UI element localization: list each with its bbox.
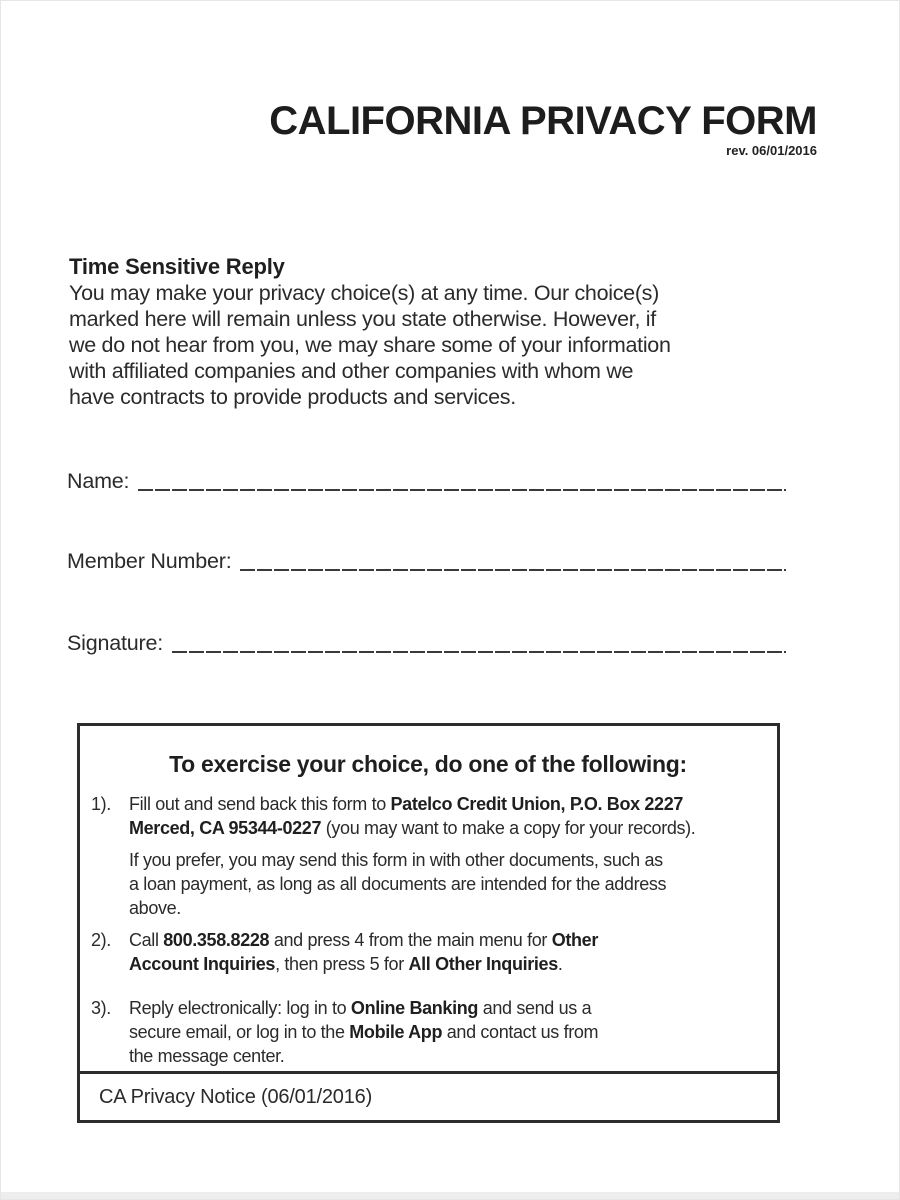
choice-item-1-paragraph-2: If you prefer, you may send this form in with other documents, such as a loan payment, as long as all documents are intended for the address above. [129,850,667,918]
choice-item-1-paragraph-1: Fill out and send back this form to Patelco Credit Union, P.O. Box 2227 Merced, CA 95344-0227 (you may want to make a copy for your records). [129,794,696,838]
page-bottom-edge [1,1192,899,1199]
choice-item-2-text [129,928,765,976]
exercise-choice-box [77,723,780,1123]
member-number-input-line[interactable] [240,569,786,571]
name-field-row [67,468,786,494]
choice-item-3-text [129,996,765,1068]
revision-date: rev. 06/01/2016 [726,143,817,158]
choice-item-1-text [129,792,765,920]
choice-item-1 [91,792,765,920]
name-input-line[interactable] [138,489,786,491]
choice-box-content [80,726,777,1071]
signature-field-row [67,630,786,656]
choice-box-heading: To exercise your choice, do one of the following: [169,751,687,777]
ca-privacy-notice-footer: CA Privacy Notice (06/01/2016) [80,1071,777,1120]
choice-item-3-number: 3). [91,998,111,1018]
member-number-label: Member Number: [67,549,232,573]
choice-item-3 [91,996,765,1068]
title-block [269,100,817,158]
page-title: CALIFORNIA PRIVACY FORM [269,99,817,143]
time-sensitive-notice [69,253,829,410]
choice-item-2-number: 2). [91,930,111,950]
notice-paragraph: You may make your privacy choice(s) at any time. Our choice(s) marked here will remain unless you state otherwise. However, if we do not hear from you, we may share some of your information with affiliated companies and other companies with whom we have contracts to provide products and services. [69,281,671,409]
choice-item-2 [91,928,765,976]
notice-heading: Time Sensitive Reply [69,254,285,279]
member-number-field-row [67,548,786,574]
signature-input-line[interactable] [172,651,786,653]
choice-item-1-number: 1). [91,794,111,814]
name-label: Name: [67,469,130,493]
choice-item-3-paragraph-1: Reply electronically: log in to Online Banking and send us a secure email, or log in to the Mobile App and contact us from the message center. [129,998,599,1066]
choice-item-2-paragraph-1: Call 800.358.8228 and press 4 from the main menu for Other Account Inquiries, then press 5 for All Other Inquiries. [129,930,598,974]
signature-label: Signature: [67,631,164,655]
